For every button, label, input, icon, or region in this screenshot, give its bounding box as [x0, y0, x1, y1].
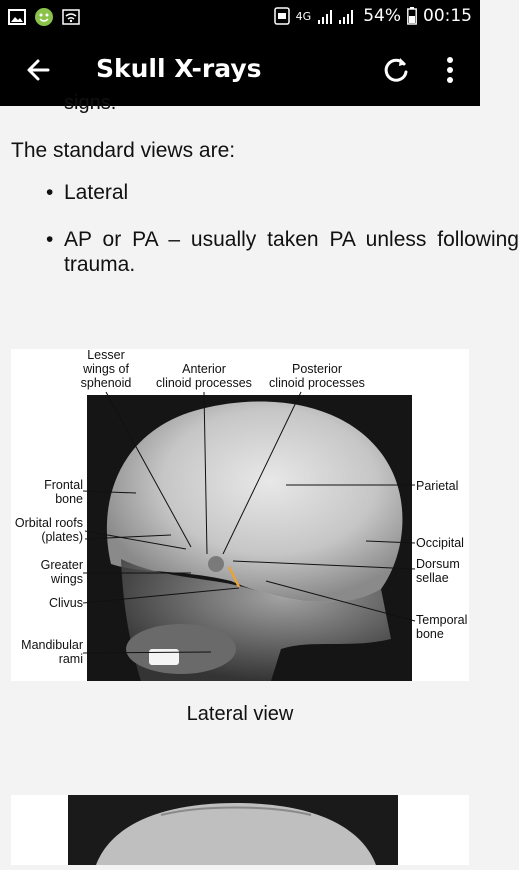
label-frontal-bone: Frontal — [44, 478, 83, 492]
skull-xray-lateral-figure — [11, 349, 469, 681]
xray-pa-partial — [11, 795, 469, 865]
cut-off-text: signs. — [64, 92, 117, 114]
label-orbital-roofs: Orbital roofs — [14, 516, 83, 530]
label-frontal-bone: bone — [55, 492, 83, 506]
label-dorsum-sellae: sellae — [416, 571, 449, 585]
sella-turcica — [208, 556, 224, 572]
page-title: Skull X-rays — [96, 54, 262, 83]
signal-icon — [317, 7, 357, 25]
more-vert-icon[interactable] — [436, 52, 464, 88]
label-temporal-bone: Temporal — [416, 613, 468, 627]
label-clivus: Clivus — [48, 596, 83, 610]
wifi-icon — [62, 9, 80, 25]
image-notification-icon — [8, 9, 26, 25]
status-notifications — [8, 7, 80, 27]
label-lesser-wings: Lesser — [87, 348, 125, 362]
battery-percent: 54% — [363, 6, 401, 26]
label-mandibular-rami: Mandibular — [21, 638, 83, 652]
list-item: • Lateral — [64, 180, 519, 205]
label-anterior-clinoid: Anterior — [182, 362, 226, 376]
nfc-icon — [274, 7, 290, 25]
list-item: • AP or PA – usually taken PA unless following trauma. — [64, 227, 519, 277]
label-orbital-roofs: (plates) — [41, 530, 83, 544]
views-list — [14, 180, 519, 299]
label-parietal: Parietal — [416, 479, 459, 493]
label-lesser-wings: wings of — [83, 362, 129, 376]
label-lesser-wings: sphenoid — [80, 376, 132, 390]
label-mandibular-rami: rami — [58, 652, 83, 666]
app-notification-icon — [34, 7, 54, 27]
label-greater-wings: wings — [51, 572, 83, 586]
label-temporal-bone: bone — [416, 627, 444, 641]
label-greater-wings: Greater — [40, 558, 83, 572]
battery-icon — [407, 7, 417, 25]
xray-diagram — [11, 349, 469, 681]
label-posterior-clinoid: clinoid processes — [269, 376, 365, 390]
article-content — [0, 92, 519, 853]
mandible — [126, 624, 236, 674]
back-arrow-icon[interactable] — [22, 54, 54, 86]
figure-caption: Lateral view — [186, 703, 294, 725]
label-dorsum-sellae: Dorsum — [416, 557, 460, 571]
dental-fillings — [149, 649, 179, 665]
status-system — [274, 6, 472, 26]
network-type: 4G — [295, 9, 312, 23]
intro-paragraph: The standard views are: — [11, 139, 236, 162]
label-occipital: Occipital — [416, 536, 464, 550]
status-bar — [0, 0, 480, 34]
label-posterior-clinoid: Posterior — [291, 362, 343, 376]
refresh-icon[interactable] — [380, 54, 412, 86]
skull-xray-pa-figure — [11, 795, 469, 865]
clock: 00:15 — [423, 6, 472, 26]
label-anterior-clinoid: clinoid processes — [156, 376, 252, 390]
